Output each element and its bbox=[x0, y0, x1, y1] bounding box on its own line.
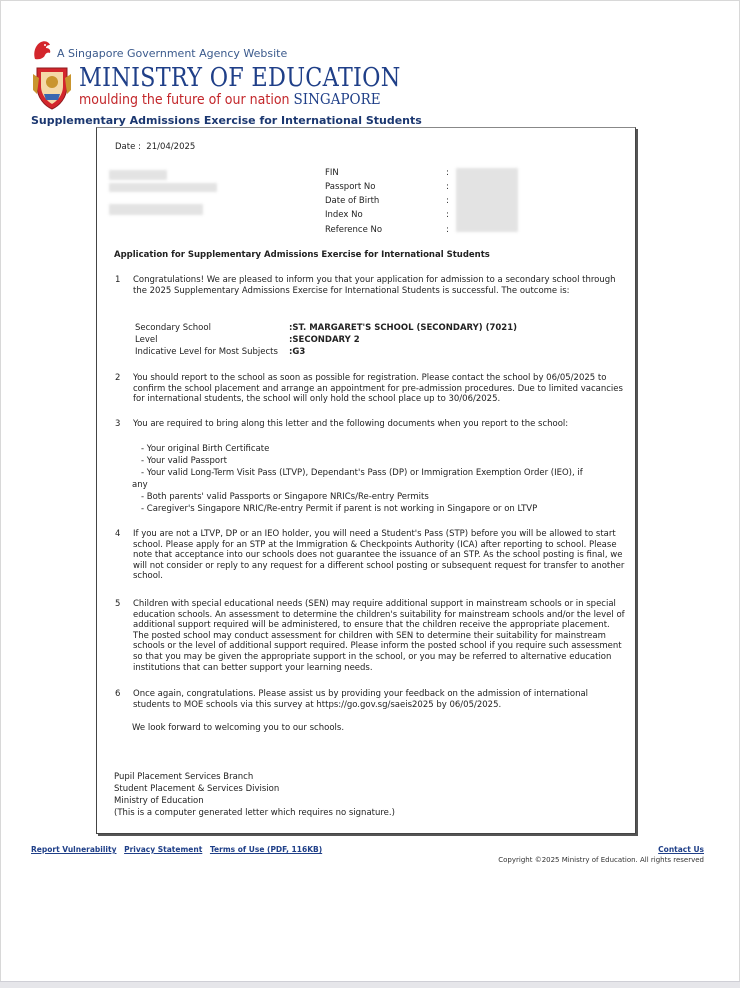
ministry-tagline bbox=[79, 91, 415, 108]
p5-text: Children with special educational needs (SEN) may require additional support in mainstream schools or in special education schools. An assessment to determine the children's suitability for mainstream schools and/or the level of additional support required will be administered, to ensure that the children receive the appropriate placement. The posted school may conduct assessment for children with SEN to determine their suitability for mainstream schools or the level of additional support required. Please inform the posted school if you require such assessment so that you may be given the appropriate support in the school, or you may be referred to alternative education institutions that can better support your learning needs. bbox=[133, 599, 625, 673]
field-dob-label: Date of Birth bbox=[325, 196, 380, 206]
outcome-level-value: :SECONDARY 2 bbox=[289, 335, 360, 345]
field-index-sep: : bbox=[446, 210, 449, 220]
field-passport-sep: : bbox=[446, 182, 449, 192]
level-value: SECONDARY 2 bbox=[292, 335, 360, 345]
p4-number: 4 bbox=[115, 529, 121, 539]
outcome-indicative-value: :G3 bbox=[289, 347, 306, 357]
doc-item: - Your original Birth Certificate bbox=[141, 444, 270, 454]
field-fin-sep: : bbox=[446, 168, 449, 178]
doc-item: - Both parents' valid Passports or Singapore NRICs/Re-entry Permits bbox=[141, 492, 429, 502]
doc-item: - Caregiver's Singapore NRIC/Re-entry Permit if parent is not working in Singapore or on LTVP bbox=[141, 504, 538, 514]
ministry-title: MINISTRY OF EDUCATION bbox=[79, 63, 401, 93]
page-title: Supplementary Admissions Exercise for International Students bbox=[31, 114, 422, 127]
p2-text: You should report to the school as soon as possible for registration. Please contact the school by 06/05/2025 to confirm the school placement and arrange an appointment for pre-admission procedures. Due to limited vacancies for international students, the school will only hold the school place up to 30/06/2025. bbox=[133, 373, 623, 405]
report-vulnerability-link[interactable]: Report Vulnerability bbox=[31, 845, 117, 854]
terms-of-use-link[interactable]: Terms of Use (PDF, 116KB) bbox=[209, 845, 323, 854]
redacted-name bbox=[109, 170, 167, 180]
redacted-address-2 bbox=[109, 204, 203, 215]
outcome-indicative-label: Indicative Level for Most Subjects bbox=[135, 347, 278, 357]
contact-us-link[interactable]: Contact Us bbox=[658, 845, 704, 854]
p1-text: Congratulations! We are pleased to inform you that your application for admission to a secondary school through the 2025 Supplementary Admissions Exercise for International Students is successful. The outcome is: bbox=[133, 275, 616, 296]
signoff-line: Student Placement & Services Division bbox=[114, 784, 280, 794]
redacted-field-values bbox=[456, 168, 518, 232]
singapore-crest-icon bbox=[31, 64, 73, 110]
p6-text: Once again, congratulations. Please assist us by providing your feedback on the admission of international students to MOE schools via this survey at https://go.gov.sg/saeis2025 by 06/05/2025. bbox=[133, 689, 589, 710]
redacted-address-1 bbox=[109, 183, 217, 192]
signoff-line: (This is a computer generated letter which requires no signature.) bbox=[114, 808, 395, 818]
date-label: Date : bbox=[115, 142, 141, 152]
doc-item: - Your valid Passport bbox=[141, 456, 227, 466]
p3-number: 3 bbox=[115, 419, 121, 429]
outcome-level-label: Level bbox=[135, 335, 158, 345]
date-value: 21/04/2025 bbox=[146, 142, 196, 152]
field-reference-label: Reference No bbox=[325, 225, 383, 235]
gov-agency-text: A Singapore Government Agency Website bbox=[57, 46, 288, 60]
p3-text: You are required to bring along this letter and the following documents when you report to the school: bbox=[133, 419, 569, 429]
letter-subject: Application for Supplementary Admissions Exercise for International Students bbox=[114, 250, 490, 260]
signoff-line: Ministry of Education bbox=[114, 796, 204, 806]
copyright-text: Copyright ©2025 Ministry of Education. All rights reserved bbox=[498, 856, 704, 864]
letter-date bbox=[115, 142, 195, 153]
closing-line: We look forward to welcoming you to our schools. bbox=[132, 723, 345, 733]
gov-banner bbox=[31, 38, 287, 64]
field-dob-sep: : bbox=[446, 196, 449, 206]
moe-logo[interactable] bbox=[31, 64, 453, 110]
outcome-school-value: :ST. MARGARET'S SCHOOL (SECONDARY) (7021) bbox=[289, 323, 518, 333]
field-fin-label: FIN bbox=[325, 168, 339, 178]
tagline-text: moulding the future of our nation bbox=[79, 92, 290, 108]
lion-head-icon bbox=[31, 39, 53, 63]
p5-number: 5 bbox=[115, 599, 121, 609]
p4-text: If you are not a LTVP, DP or an IEO holder, you will need a Student's Pass (STP) before you will be allowed to start school. Please apply for an STP at the Immigration & Checkpoints Authority (ICA) after reporting to school. Please note that acceptance into our schools does not guarantee the issuance of an STP. As the school posting is final, we will not consider or reply to any request for a different school posting or subsequent request for transfer to another school. bbox=[133, 529, 625, 582]
p2-number: 2 bbox=[115, 373, 121, 383]
admission-letter bbox=[96, 127, 636, 834]
doc-item: - Your valid Long-Term Visit Pass (LTVP), Dependant's Pass (DP) or Immigration Exemption Order (IEO), if bbox=[141, 468, 583, 478]
outcome-school-label: Secondary School bbox=[135, 323, 211, 333]
p6-number: 6 bbox=[115, 689, 121, 699]
field-reference-sep: : bbox=[446, 225, 449, 235]
p1-number: 1 bbox=[115, 275, 121, 285]
indicative-value: G3 bbox=[292, 347, 306, 357]
privacy-statement-link[interactable]: Privacy Statement bbox=[124, 845, 203, 854]
school-value: ST. MARGARET'S SCHOOL (SECONDARY) (7021) bbox=[292, 323, 518, 333]
tagline-singapore: SINGAPORE bbox=[293, 90, 381, 108]
footer-links bbox=[31, 845, 327, 854]
field-index-label: Index No bbox=[325, 210, 363, 220]
field-passport-label: Passport No bbox=[325, 182, 376, 192]
signoff-line: Pupil Placement Services Branch bbox=[114, 772, 254, 782]
doc-item: any bbox=[132, 480, 148, 490]
